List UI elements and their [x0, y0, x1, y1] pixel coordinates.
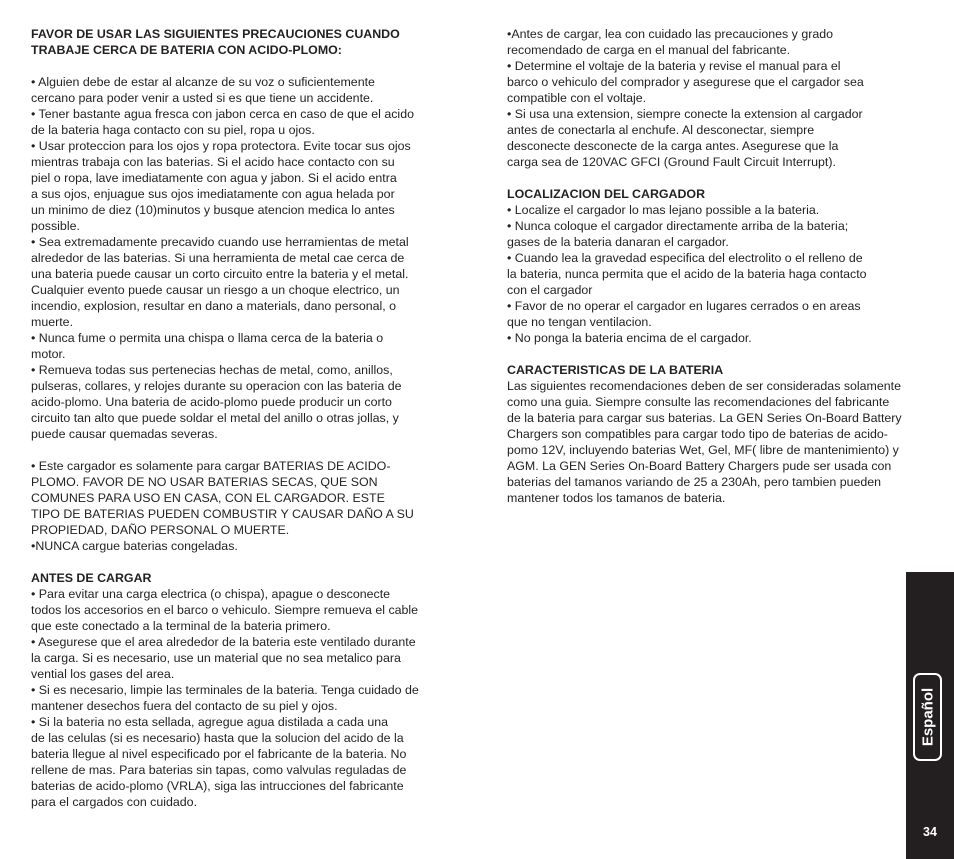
text-line: compatible con el voltaje. — [507, 91, 647, 105]
left-column — [31, 26, 451, 810]
text-line: de las celulas (si es necesario) hasta que la solucion del acido de la — [31, 731, 404, 745]
text-line: mantener todos los tamanos de bateria. — [507, 491, 726, 505]
text-line: piel o ropa, lave imediatamente con agua y jabon. Si el acido entra — [31, 171, 397, 185]
text-line: mientras trabaja con las baterias. Si el acido hace contacto con su — [31, 155, 395, 169]
text-line: para el cargados con cuidado. — [31, 795, 198, 809]
text-line: PROPIEDAD, DAÑO PERSONAL O MUERTE. — [31, 523, 290, 537]
text-line: • Asegurese que el area alrededor de la bateria este ventilado durante — [31, 635, 416, 649]
text-line: recomendado de carga en el manual del fabricante. — [507, 43, 791, 57]
text-line: acido-plomo. Una bateria de acido-plomo puede producir un corto — [31, 395, 392, 409]
text-line: cercano para poder venir a usted si es que tiene un accidente. — [31, 91, 374, 105]
text-line: a sus ojos, enjuague sus ojos imediatamente con agua helada por — [31, 187, 395, 201]
text-line: • Nunca fume o permita una chispa o llama cerca de la bateria o — [31, 331, 384, 345]
section-heading: FAVOR DE USAR LAS SIGUIENTES PRECAUCIONES CUANDO — [31, 27, 400, 41]
text-line: •Antes de cargar, lea con cuidado las precauciones y grado — [507, 27, 834, 41]
text-line: • Favor de no operar el cargador en lugares cerrados o en areas — [507, 299, 861, 313]
text-line: pomo 12V, incluyendo baterias Wet, Gel, MF( libre de mantenimiento) y — [507, 443, 899, 457]
text-line: TIPO DE BATERIAS PUEDEN COMBUSTIR Y CAUSAR DAÑO A SU — [31, 507, 414, 521]
text-line: una bateria puede causar un corto circuito entre la bateria y el metal. — [31, 267, 409, 281]
text-line: Las siguientes recomendaciones deben de ser consideradas solamente — [507, 379, 901, 393]
text-line: gases de la bateria danaran el cargador. — [507, 235, 729, 249]
text-line: • No ponga la bateria encima de el cargador. — [507, 331, 752, 345]
text-line: antes de conectarla al enchufe. Al desconectar, siempre — [507, 123, 815, 137]
text-line: barco o vehiculo del comprador y asegurese que el cargador sea — [507, 75, 864, 89]
text-line: que no tengan ventilacion. — [507, 315, 652, 329]
section-heading: LOCALIZACION DEL CARGADOR — [507, 187, 706, 201]
text-line: • Determine el voltaje de la bateria y revise el manual para el — [507, 59, 841, 73]
text-line: • Nunca coloque el cargador directamente arriba de la bateria; — [507, 219, 849, 233]
section-heading: CARACTERISTICAS DE LA BATERIA — [507, 363, 724, 377]
text-line: • Para evitar una carga electrica (o chispa), apague o desconecte — [31, 587, 391, 601]
text-line: PLOMO. FAVOR DE NO USAR BATERIAS SECAS, QUE SON — [31, 475, 378, 489]
text-line: Chargers son compatibles para cargar todo tipo de baterias de acido- — [507, 427, 888, 441]
text-line: con el cargador — [507, 283, 593, 297]
text-line: como una guia. Siempre consulte las recomendaciones del fabricante — [507, 395, 890, 409]
text-line: pulseras, collares, y relojes durante su operacion con las bateria de — [31, 379, 402, 393]
blank-line — [31, 58, 451, 74]
text-line: Cualquier evento puede causar un riesgo a un choque electrico, un — [31, 283, 400, 297]
text-line: motor. — [31, 347, 66, 361]
page-number: 34 — [923, 825, 937, 839]
blank-line — [31, 442, 451, 458]
text-line: bateria llegue al nivel especificado por el fabricante de la bateria. No — [31, 747, 407, 761]
text-line: • Usar proteccion para los ojos y ropa protectora. Evite tocar sus ojos — [31, 139, 411, 153]
text-line: de la bateria haga contacto con su piel, ropa u ojos. — [31, 123, 315, 137]
text-line: • Tener bastante agua fresca con jabon cerca en caso de que el acido — [31, 107, 414, 121]
text-line: de la bateria para cargar sus baterias. La GEN Series On-Board Battery — [507, 411, 902, 425]
text-line: muerte. — [31, 315, 74, 329]
text-line: la carga. Si es necesario, use un material que no sea metalico para — [31, 651, 401, 665]
text-line: AGM. La GEN Series On-Board Battery Chargers pude ser usada con — [507, 459, 892, 473]
text-line: • Cuando lea la gravedad especifica del electrolito o el relleno de — [507, 251, 863, 265]
blank-line — [507, 346, 935, 362]
text-line: la bateria, nunca permita que el acido de la bateria haga contacto — [507, 267, 867, 281]
text-line: • Si la bateria no esta sellada, agregue agua distilada a cada una — [31, 715, 389, 729]
text-line: baterias de acido-plomo (VRLA), siga las intrucciones del fabricante — [31, 779, 404, 793]
text-line: • Sea extremadamente precavido cuando use herramientas de metal — [31, 235, 409, 249]
text-line: possible. — [31, 219, 80, 233]
text-line: desconecte desconecte de la carga antes. Asegurese que la — [507, 139, 839, 153]
text-line: circuito tan alto que puede soldar el metal del anillo o otras jollas, y — [31, 411, 399, 425]
text-line: • Localize el cargador lo mas lejano possible a la bateria. — [507, 203, 820, 217]
text-line: • Si es necesario, limpie las terminales de la bateria. Tenga cuidado de — [31, 683, 419, 697]
section-heading: ANTES DE CARGAR — [31, 571, 152, 585]
text-line: • Alguien debe de estar al alcanze de su voz o suficientemente — [31, 75, 375, 89]
text-line: • Si usa una extension, siempre conecte la extension al cargador — [507, 107, 863, 121]
text-line: vential los gases del area. — [31, 667, 175, 681]
text-line: alrededor de las baterias. Si una herramienta de metal cae cerca de — [31, 251, 405, 265]
text-line: • Este cargador es solamente para cargar BATERIAS DE ACIDO- — [31, 459, 391, 473]
section-heading: TRABAJE CERCA DE BATERIA CON ACIDO-PLOMO: — [31, 43, 342, 57]
text-line: • Remueva todas sus pertenecias hechas de metal, como, anillos, — [31, 363, 393, 377]
text-line: rellene de mas. Para baterias sin tapas, como valvulas reguladas de — [31, 763, 407, 777]
text-line: un minimo de diez (10)minutos y busque atencion medica lo antes — [31, 203, 395, 217]
blank-line — [31, 554, 451, 570]
text-line: que este conectado a la terminal de la bateria primero. — [31, 619, 331, 633]
text-line: carga sea de 120VAC GFCI (Ground Fault Circuit Interrupt). — [507, 155, 836, 169]
text-line: baterias del tamanos variando de 25 a 230Ah, pero tambien pueden — [507, 475, 882, 489]
blank-line — [507, 170, 935, 186]
right-column — [507, 26, 935, 506]
language-tab — [913, 673, 942, 761]
text-line: todos los accesorios en el barco o vehiculo. Siempre remueva el cable — [31, 603, 419, 617]
text-line: COMUNES PARA USO EN CASA, CON EL CARGADOR. ESTE — [31, 491, 385, 505]
text-line: mantener desechos fuera del contacto de su piel y ojos. — [31, 699, 338, 713]
text-line: incendio, explosion, resultar en dano a materials, dano personal, o — [31, 299, 397, 313]
text-line: •NUNCA cargue baterias congeladas. — [31, 539, 238, 553]
text-line: puede causar quemadas severas. — [31, 427, 218, 441]
language-tab-label: Español — [919, 687, 936, 747]
